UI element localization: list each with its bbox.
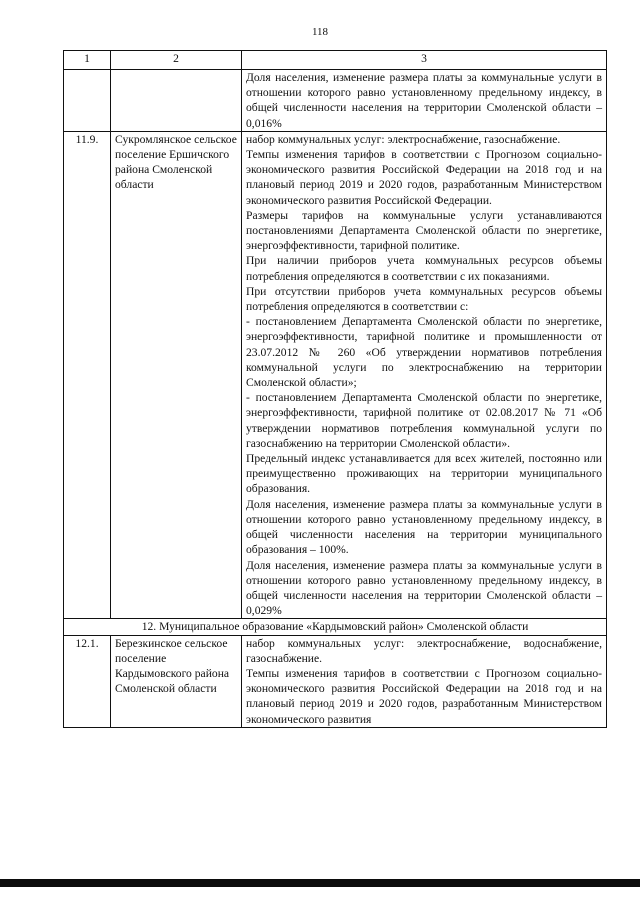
page-number: 118 xyxy=(311,26,329,38)
paragraph: Темпы изменения тарифов в соответствии с Прогнозом социально-экономического развития Российской Федерации на 2018 год и на плановый период 2019 и 2020 годов, разработанным Министерством экономического развития Российской Федерации. xyxy=(246,148,602,207)
row-name-cell xyxy=(111,70,242,132)
row-description-cell xyxy=(242,131,607,619)
document-table xyxy=(63,50,607,728)
paragraph: Размеры тарифов на коммунальные услуги устанавливаются постановлениями Департамента Смоленской области по энергетике, энергоэффективности, тарифной политике. xyxy=(246,208,602,253)
column-header-number: 1 xyxy=(64,51,111,70)
column-header-description: 3 xyxy=(242,51,607,70)
row-number: 11.9. xyxy=(64,131,111,619)
row-description-cell xyxy=(242,70,607,132)
paragraph: Предельный индекс устанавливается для всех жителей, постоянно или преимущественно проживающих на территории муниципального образования. xyxy=(246,452,602,496)
paragraph: Темпы изменения тарифов в соответствии с Прогнозом социально-экономического развития Российской Федерации на 2018 год и на плановый период 2019 и 2020 годов, разработанным Министерством экономического развития xyxy=(246,666,602,726)
paragraph: набор коммунальных услуг: электроснабжение, водоснабжение, газоснабжение. xyxy=(246,636,602,665)
row-number: 12.1. xyxy=(64,635,111,727)
table-row-12-1 xyxy=(64,635,607,727)
table-row-continuation xyxy=(64,70,607,132)
paragraph: При наличии приборов учета коммунальных ресурсов объемы потребления определяются в соответствии с их показаниями. xyxy=(246,254,602,283)
paragraph: Доля населения, изменение размера платы за коммунальные услуги в отношении которого равно установленному предельному индексу, в общей численности населения на территории муниципального образования – 100%. xyxy=(246,497,602,557)
section-title: 12. Муниципальное образование «Кардымовский район» Смоленской области xyxy=(64,619,607,635)
paragraph: Доля населения, изменение размера платы за коммунальные услуги в отношении которого равно установленному предельному индексу, в общей численности населения на территории Смоленской области – 0,016% xyxy=(246,71,602,130)
paragraph: При отсутствии приборов учета коммунальных ресурсов объемы потребления определяются в соответствии с: xyxy=(246,284,602,314)
municipality-name: Сукромлянское сельское поселение Ершичского района Смоленской области xyxy=(111,131,242,619)
section-row-12 xyxy=(64,619,607,635)
paragraph: набор коммунальных услуг: электроснабжение, газоснабжение. xyxy=(246,132,561,146)
table-row-11-9 xyxy=(64,131,607,619)
column-header-municipality: 2 xyxy=(111,51,242,70)
header-row xyxy=(64,51,607,70)
row-number-cell xyxy=(64,70,111,132)
scan-edge-bar xyxy=(0,879,640,887)
paragraph: - постановлением Департамента Смоленской области по энергетике, энергоэффективности, тарифной политике от 02.08.2017 № 71 «Об утверждении нормативов потребления коммунальной услуги по газоснабжению на территории Смоленской области». xyxy=(246,391,602,450)
paragraph: - постановлением Департамента Смоленской области по энергетике, энергоэффективности, тарифной политике и промышленности от 23.07.2012 № 260 «Об утверждении нормативов потребления коммунальной услуги по электроснабжению на территории Смоленской области»; xyxy=(246,315,602,390)
row-description-cell xyxy=(242,635,607,727)
paragraph: Доля населения, изменение размера платы за коммунальные услуги в отношении которого равно установленному предельному индексу, в общей численности населения на территории Смоленской области – 0,029% xyxy=(246,558,602,618)
municipality-name: Березкинское сельское поселение Кардымовского района Смоленской области xyxy=(111,635,242,727)
